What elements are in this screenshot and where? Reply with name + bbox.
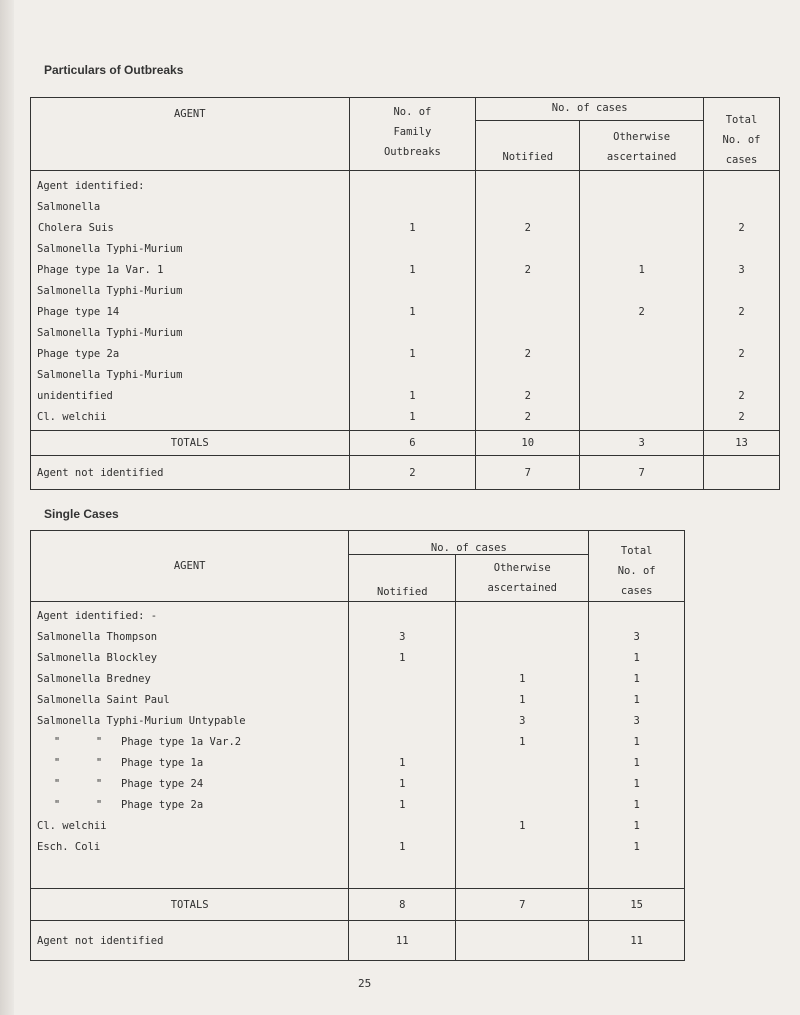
col-cases: No. of cases — [476, 98, 704, 121]
col-family: No. of Family Outbreaks — [349, 98, 476, 171]
otherwise-column: 1 2 — [580, 171, 704, 431]
notified-column: 3 1 1 1 1 1 — [349, 602, 456, 889]
col-total: Total No. of cases — [704, 98, 780, 171]
family-column: 1 1 1 1 1 1 — [349, 171, 476, 431]
col-otherwise: Otherwise ascertained — [580, 121, 704, 171]
col-agent: AGENT — [31, 98, 350, 171]
totals-row: TOTALS 6 10 3 13 — [31, 431, 780, 456]
otherwise-column: 1 1 3 1 1 — [456, 602, 589, 889]
col-total: Total No. of cases — [589, 531, 685, 602]
agent-column: Agent identified: - Salmonella Thompson Salmonella Blockley Salmonella Bredney Salmonella Saint Paul Salmonella Typhi-Murium Untypable " " Phage type 1a Var.2 " " Phage type 1a " " Phage type 24 " " Phage type 2a Cl. welchii Esch. Coli — [31, 602, 349, 889]
col-otherwise: Otherwise ascertained — [456, 554, 589, 601]
total-column: 2 3 2 2 2 2 — [704, 171, 780, 431]
section-label: Agent identified: - — [37, 610, 158, 622]
col-agent: AGENT — [31, 531, 349, 602]
single-cases-table — [30, 530, 685, 961]
totals-row: TOTALS 8 7 15 — [31, 889, 685, 921]
total-column: 3 1 1 1 3 1 1 1 1 1 1 — [589, 602, 685, 889]
notified-column: 2 2 2 2 2 — [476, 171, 580, 431]
agent-column: Agent identified: Salmonella Cholera Suis Salmonella Typhi-Murium Phage type 1a Var. 1 Salmonella Typhi-Murium Phage type 14 Salmonella Typhi-Murium Phage type 2a Salmonella Typhi-Murium unidentified Cl. welchii — [31, 171, 350, 431]
outbreaks-heading: Particulars of Outbreaks — [44, 63, 184, 77]
single-cases-heading: Single Cases — [44, 507, 119, 521]
col-notified: Notified — [476, 121, 580, 171]
col-notified: Notified — [349, 554, 456, 601]
page-number: 25 — [358, 977, 372, 990]
col-cases: No. of cases — [349, 531, 589, 555]
not-identified-row: Agent not identified 11 11 — [31, 921, 685, 961]
not-identified-row: Agent not identified 2 7 7 — [31, 456, 780, 490]
page-edge — [0, 0, 14, 1015]
outbreaks-table — [30, 97, 780, 490]
section-label: Agent identified: — [37, 180, 145, 192]
